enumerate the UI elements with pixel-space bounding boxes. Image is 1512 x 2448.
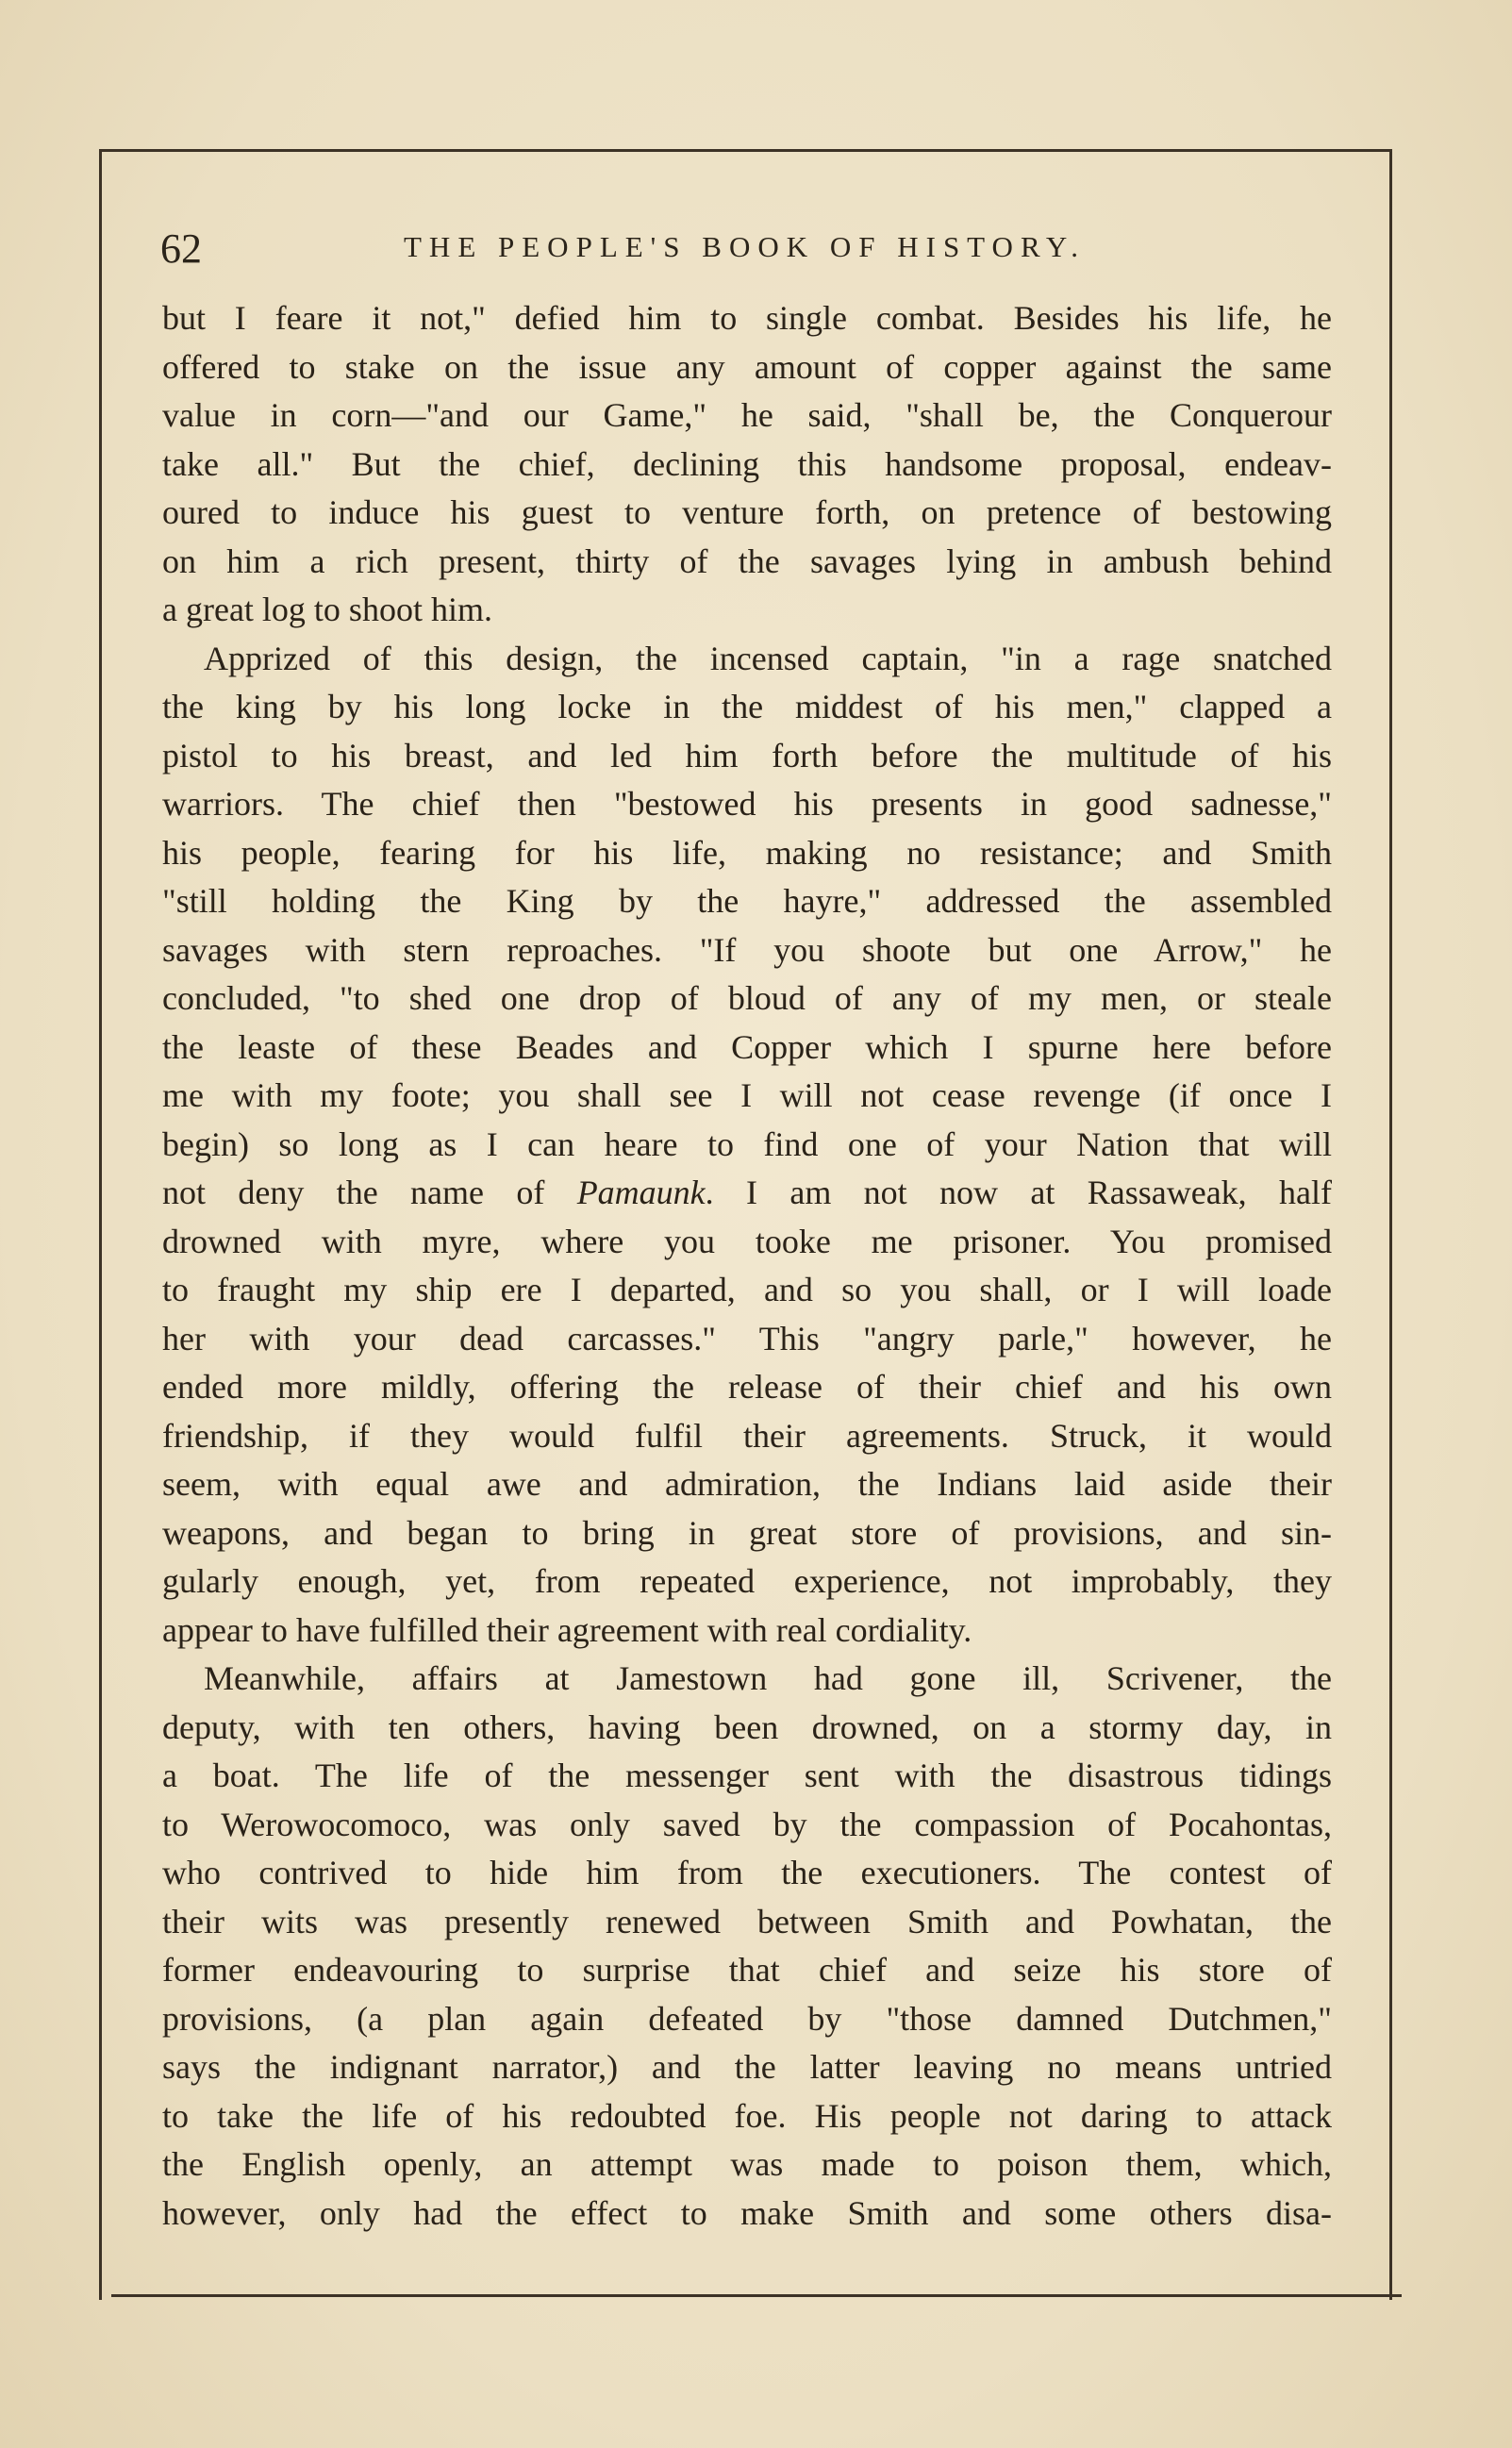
text-line: "still holding the King by the hayre," addressed the assembled	[162, 882, 1332, 920]
body-text	[162, 294, 1332, 2238]
text-line: savages with stern reproaches. "If you shoote but one Arrow," he	[162, 930, 1332, 969]
page-number: 62	[160, 225, 202, 272]
frame-bottom-rule	[111, 2294, 1402, 2297]
italic-place-name: Pamaunk	[576, 1174, 706, 1211]
running-head	[151, 219, 1349, 279]
text-line: pistol to his breast, and led him forth before the multitude of his	[162, 736, 1332, 774]
text-line: seem, with equal awe and admiration, the Indians laid aside their	[162, 1465, 1332, 1503]
text-line: their wits was presently renewed between Smith and Powhatan, the	[162, 1902, 1332, 1940]
text-line: the leaste of these Beades and Copper which I spurne here before	[162, 1027, 1332, 1066]
text-line: me with my foote; you shall see I will not cease revenge (if once I	[162, 1076, 1332, 1114]
paragraph-start-line: Apprized of this design, the incensed captain, "in a rage snatched	[204, 639, 1332, 677]
text-line: deputy, with ten others, having been drowned, on a stormy day, in	[162, 1707, 1332, 1746]
text-line: to take the life of his redoubted foe. His people not daring to attack	[162, 2096, 1332, 2135]
frame-top-rule	[99, 149, 1389, 152]
frame-left-rule	[99, 149, 102, 2300]
text-line: ended more mildly, offering the release of their chief and his own	[162, 1368, 1332, 1406]
text-line: warriors. The chief then "bestowed his presents in good sadnesse,"	[162, 785, 1332, 823]
text-line: former endeavouring to surprise that chief and seize his store of	[162, 1951, 1332, 1989]
text-line: provisions, (a plan again defeated by "those damned Dutchmen,"	[162, 1999, 1332, 2038]
text-line: the English openly, an attempt was made to poison them, which,	[162, 2145, 1332, 2183]
text-line: but I feare it not," defied him to single combat. Besides his life, he	[162, 299, 1332, 337]
text-line: says the indignant narrator,) and the latter leaving no means untried	[162, 2048, 1332, 2086]
text-line: appear to have fulfilled their agreement with real cordiality.	[162, 1610, 972, 1649]
text-line: a boat. The life of the messenger sent with the disastrous tidings	[162, 1757, 1332, 1794]
paragraph-start-line: Meanwhile, affairs at Jamestown had gone ill, Scrivener, the	[204, 1659, 1332, 1697]
text-line: not deny the name of Pamaunk. I am not now at Rassaweak, half	[162, 1174, 1332, 1211]
text-line: her with your dead carcasses." This "angry parle," however, he	[162, 1319, 1332, 1357]
running-title: THE PEOPLE'S BOOK OF HISTORY.	[404, 230, 1087, 263]
text-line: friendship, if they would fulfil their agreements. Struck, it would	[162, 1416, 1332, 1455]
text-line: offered to stake on the issue any amount of copper against the same	[162, 347, 1332, 386]
text-line: drowned with myre, where you tooke me prisoner. You promised	[162, 1222, 1332, 1260]
text-line: begin) so long as I can heare to find one of your Nation that will	[162, 1124, 1332, 1163]
text-line: oured to induce his guest to venture forth, on pretence of bestowing	[162, 493, 1332, 531]
text-line: the king by his long locke in the middest of his men," clapped a	[162, 688, 1332, 725]
text-line: gularly enough, yet, from repeated experience, not improbably, they	[162, 1562, 1332, 1600]
text-line: value in corn—"and our Game," he said, "shall be, the Conquerour	[162, 396, 1332, 434]
text-line: weapons, and began to bring in great store of provisions, and sin-	[162, 1513, 1332, 1552]
text-line: however, only had the effect to make Smith and some others disa-	[162, 2193, 1332, 2232]
frame-right-rule	[1389, 149, 1392, 2300]
text-line: to fraught my ship ere I departed, and so you shall, or I will loade	[162, 1271, 1332, 1308]
text-line: on him a rich present, thirty of the savages lying in ambush behind	[162, 541, 1332, 580]
text-line: his people, fearing for his life, making no resistance; and Smith	[162, 833, 1332, 872]
text-line: to Werowocomoco, was only saved by the compassion of Pocahontas,	[162, 1805, 1332, 1843]
text-line: take all." But the chief, declining this handsome proposal, endeav-	[162, 444, 1332, 483]
text-line: a great log to shoot him.	[162, 591, 492, 628]
text-line: concluded, "to shed one drop of bloud of any of my men, or steale	[162, 979, 1332, 1017]
text-line: who contrived to hide him from the executioners. The contest of	[162, 1854, 1332, 1891]
